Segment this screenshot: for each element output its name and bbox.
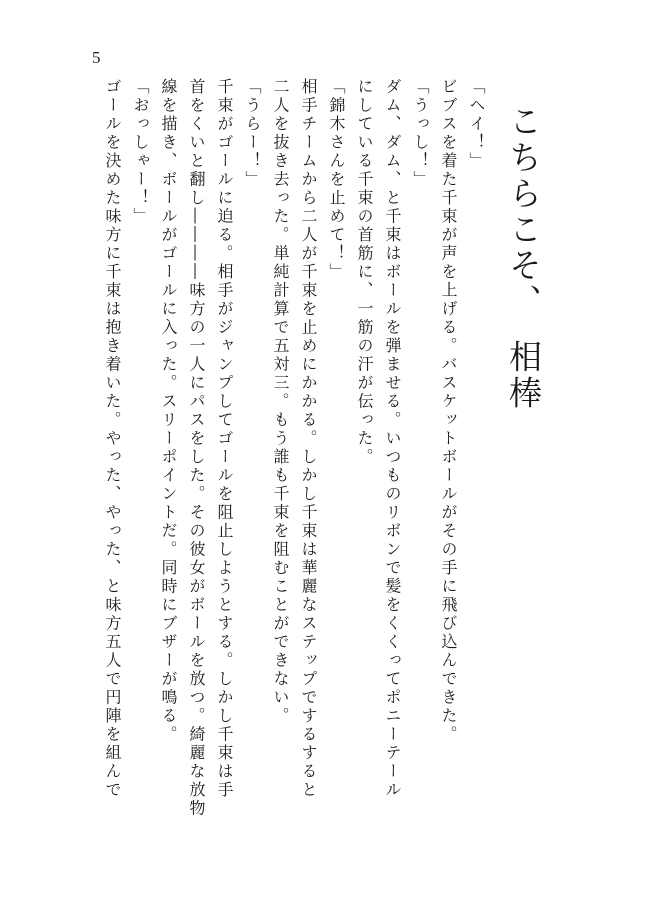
body-line: 千束がゴールに迫る。相手がジャンプしてゴールを阻止しようとする。しかし千束は手 [215,78,234,800]
body-line: にしている千束の首筋に、一筋の汗が伝った。 [355,78,374,467]
body-line: 首をくいと翻し――――味方の一人にパスをした。その彼女がボールを放つ。綺麗な放物 [187,78,206,818]
body-line: 「おっしゃー！」 [131,78,150,226]
body-line: 「うっし！」 [411,78,430,189]
body-line: ビブスを着た千束が声を上げる。バスケットボールがその手に飛び込んできた。 [439,78,458,744]
body-line: 二人を抜き去った。単純計算で五対三。もう誰も千束を阻むことができない。 [271,78,290,726]
body-line: 相手チームから二人が千束を止めにかかる。しかし千束は華麗なステップでするすると [299,78,318,800]
body-line: 「ヘイ！」 [467,78,486,171]
body-line: ゴールを決めた味方に千束は抱き着いた。やった、やった、と味方五人で円陣を組んで [103,78,122,800]
body-line: 「錦木さんを止めて！」 [327,78,346,282]
page-number: 5 [92,48,101,67]
body-line: ダム、ダム、と千束はボールを弾ませる。いつものリボンで髪をくくってポニーテール [383,78,402,800]
body-line: 「うらー！」 [243,78,262,189]
chapter-title: こちらこそ、 相棒 [504,104,543,412]
body-line: 線を描き、ボールがゴールに入った。スリーポイントだ。同時にブザーが鳴る。 [159,78,178,744]
